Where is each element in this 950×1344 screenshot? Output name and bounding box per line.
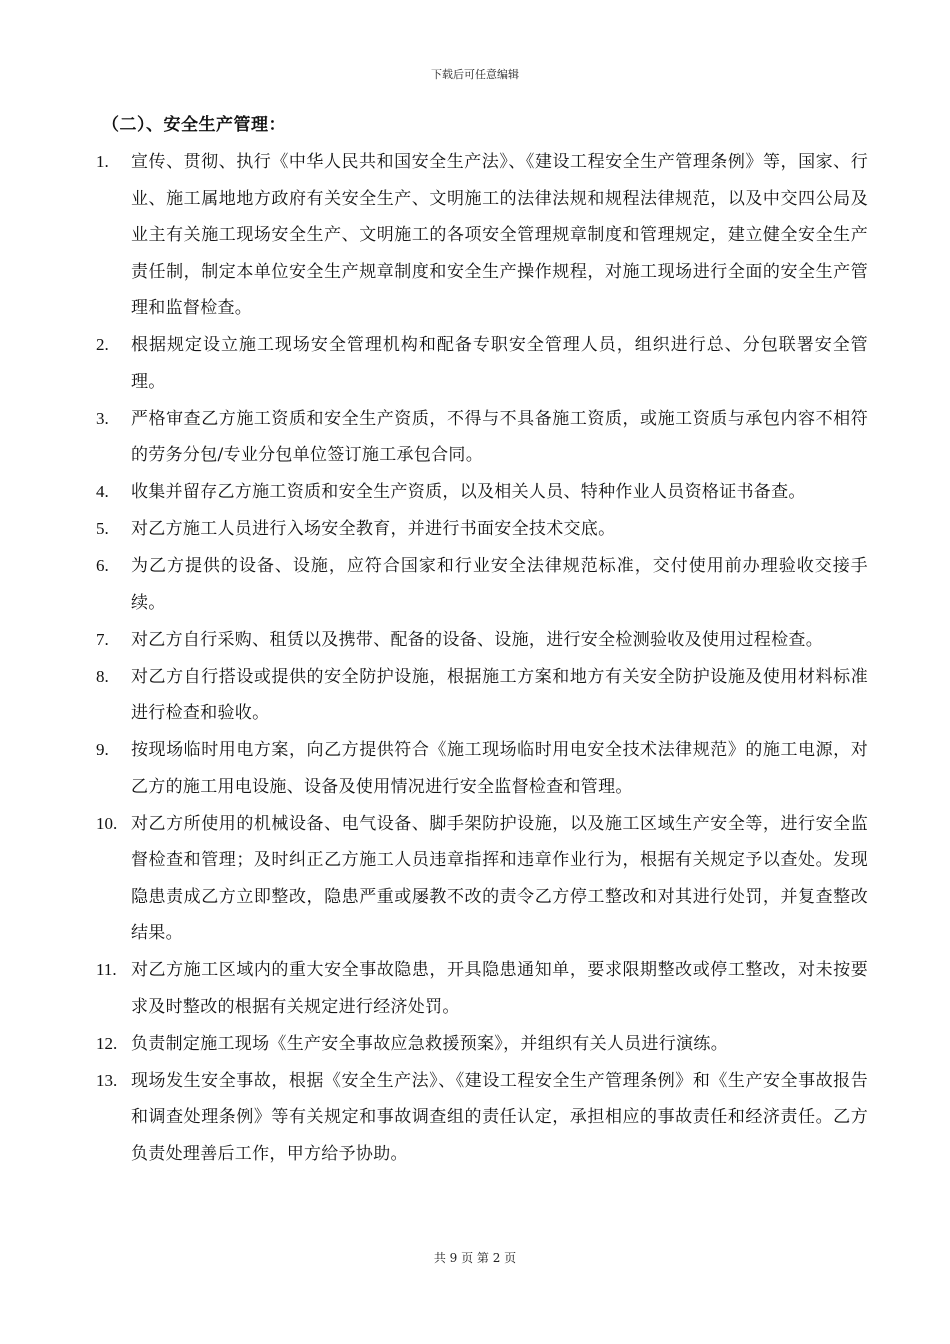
list-item-text: 严格审查乙方施工资质和安全生产资质，不得与不具备施工资质，或施工资质与承包内容不相符的劳务分包/专业分包单位签订施工承包合同。 xyxy=(131,408,868,465)
list-item xyxy=(96,659,868,732)
list-item-number: 3. xyxy=(96,408,109,428)
list-item-text: 为乙方提供的设备、设施，应符合国家和行业安全法律规范标准，交付使用前办理验收交接手续。 xyxy=(131,556,868,613)
list-item xyxy=(96,732,868,805)
list-item xyxy=(96,327,868,400)
list-item xyxy=(96,622,868,659)
list-item-number: 5. xyxy=(96,519,109,538)
list-item-text: 对乙方所使用的机械设备、电气设备、脚手架防护设施，以及施工区域生产安全等，进行安全监督检查和管理；及时纠正乙方施工人员违章指挥和违章作业行为，根据有关规定予以查处。发现隐患责成乙方立即整改，隐患严重或屡教不改的责令乙方停工整改和对其进行处罚，并复查整改结果。 xyxy=(131,813,868,943)
list-item-number: 11. xyxy=(96,960,117,979)
list-item-text: 收集并留存乙方施工资质和安全生产资质，以及相关人员、特种作业人员资格证书备查。 xyxy=(131,482,806,502)
list-item-number: 6. xyxy=(96,556,109,575)
list-item-text: 按现场临时用电方案，向乙方提供符合《施工现场临时用电安全技术法律规范》的施工电源，对乙方的施工用电设施、设备及使用情况进行安全监督检查和管理。 xyxy=(131,740,868,797)
list-item xyxy=(96,806,868,952)
list-item-number: 8. xyxy=(96,666,109,686)
list-item xyxy=(96,474,868,511)
list-item-text: 宣传、贯彻、执行《中华人民共和国安全生产法》、《建设工程安全生产管理条例》等，国家、行业、施工属地地方政府有关安全生产、文明施工的法律法规和规程法律规范，以及中交四公局及业主有关施工现场安全生产、文明施工的各项安全管理规章制度和管理规定，建立健全安全生产责任制，制定本单位安全生产规章制度和安全生产操作规程，对施工现场进行全面的安全生产管理和监督检查。 xyxy=(131,152,868,318)
list-item xyxy=(96,511,868,548)
list-item-text: 对乙方施工人员进行入场安全教育，并进行书面安全技术交底。 xyxy=(131,519,616,539)
page-header: 下载后可任意编辑 xyxy=(431,68,519,81)
list-item-number: 13. xyxy=(96,1070,118,1090)
list-item-number: 2. xyxy=(96,335,109,354)
list-item xyxy=(96,1026,868,1063)
numbered-list xyxy=(96,144,868,1173)
list-item xyxy=(96,144,868,327)
section-title: （二）、安全生产管理： xyxy=(102,115,286,135)
list-item-number: 7. xyxy=(96,629,109,649)
list-item xyxy=(96,548,868,621)
list-item-text: 对乙方施工区域内的重大安全事故隐患，开具隐患通知单，要求限期整改或停工整改，对未按要求及时整改的根据有关规定进行经济处罚。 xyxy=(131,960,868,1017)
list-item-number: 1. xyxy=(96,152,109,171)
page-footer: 共 9 页 第 2 页 xyxy=(433,1251,517,1265)
list-item xyxy=(96,952,868,1025)
list-item-number: 12. xyxy=(96,1033,118,1053)
list-item xyxy=(96,401,868,474)
list-item-text: 对乙方自行采购、租赁以及携带、配备的设备、设施，进行安全检测验收及使用过程检查。 xyxy=(131,629,823,650)
list-item-text: 根据规定设立施工现场安全管理机构和配备专职安全管理人员，组织进行总、分包联署安全管理。 xyxy=(131,335,868,392)
list-item-text: 负责制定施工现场《生产安全事故应急救援预案》，并组织有关人员进行演练。 xyxy=(131,1033,728,1054)
list-item-number: 10. xyxy=(96,813,118,833)
list-item-number: 9. xyxy=(96,740,109,759)
list-item-text: 对乙方自行搭设或提供的安全防护设施，根据施工方案和地方有关安全防护设施及使用材料标准进行检查和验收。 xyxy=(131,666,868,723)
list-item-text: 现场发生安全事故，根据《安全生产法》、《建设工程安全生产管理条例》和《生产安全事故报告和调查处理条例》等有关规定和事故调查组的责任认定，承担相应的事故责任和经济责任。乙方负责处理善后工作，甲方给予协助。 xyxy=(131,1070,868,1164)
list-item xyxy=(96,1063,868,1173)
list-item-number: 4. xyxy=(96,482,109,501)
